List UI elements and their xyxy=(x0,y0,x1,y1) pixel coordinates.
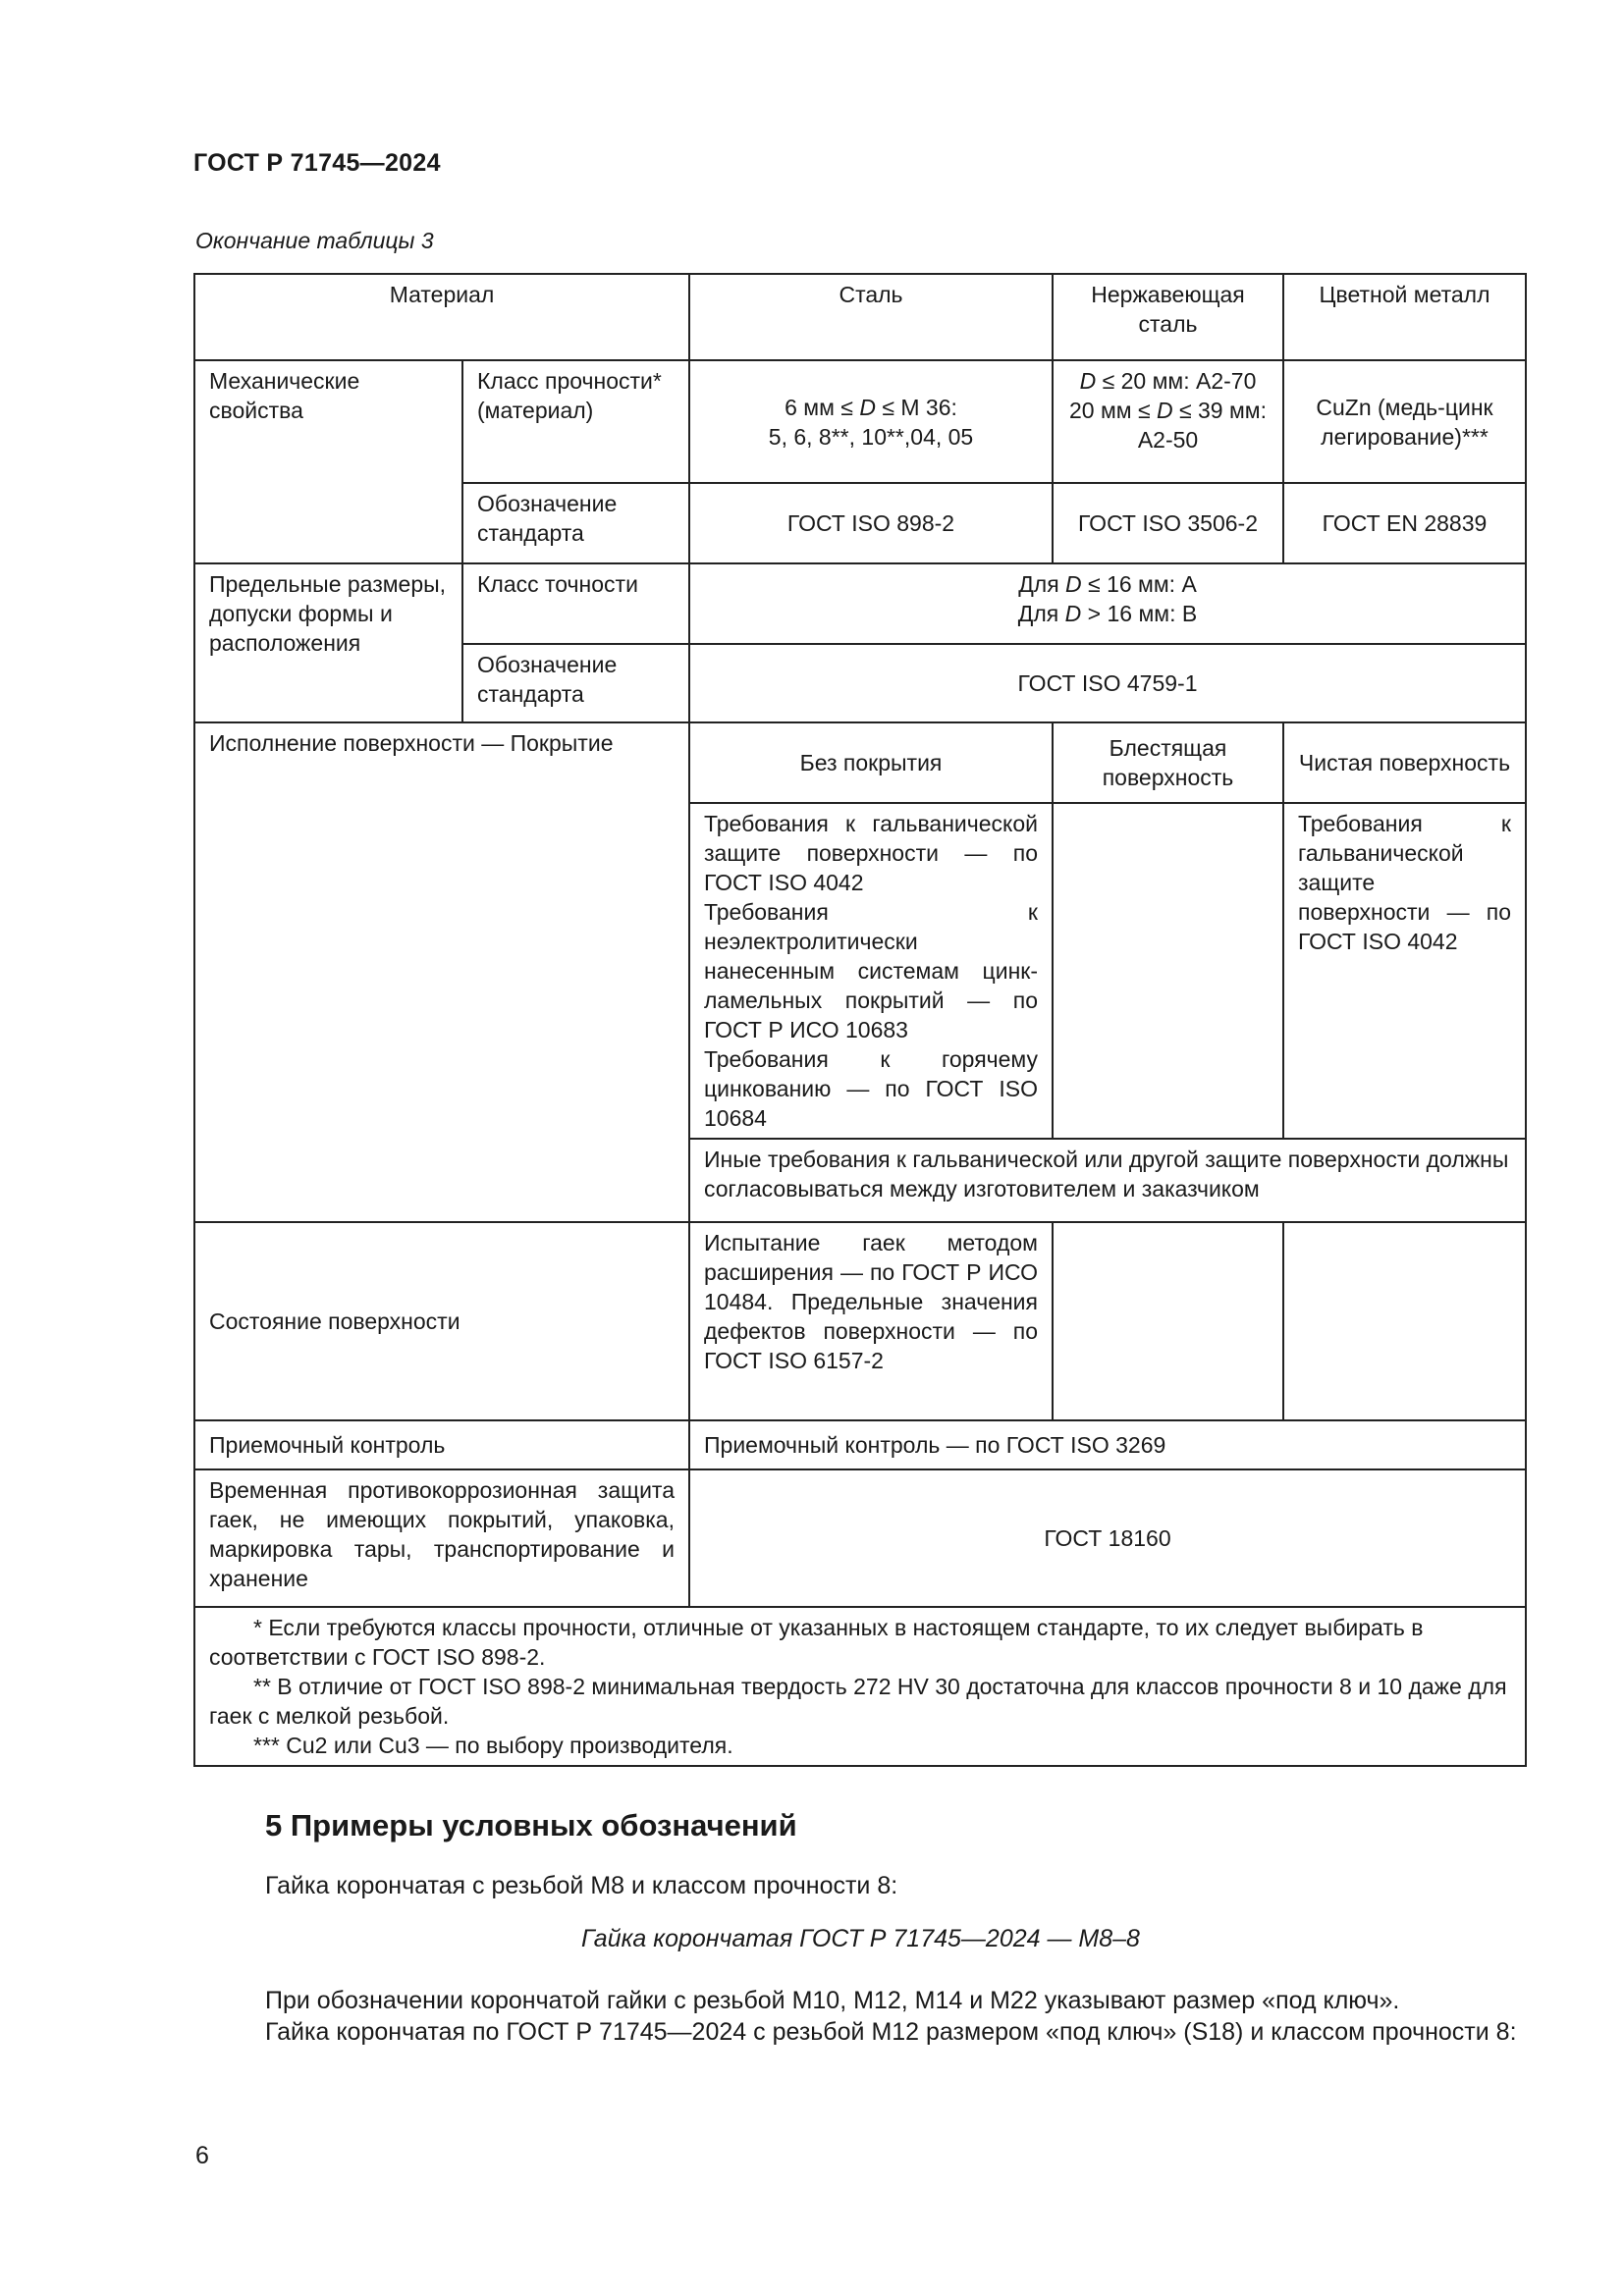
surface-state-steel: Испытание гаек методом расширения — по ГОСТ Р ИСО 10484. Предельные значения дефектов поверхности — по ГОСТ ISO 6157-2 xyxy=(689,1222,1053,1420)
tol-l2var: D xyxy=(1064,601,1082,626)
tolerance-std-value: ГОСТ ISO 4759-1 xyxy=(689,644,1526,722)
tol-l2a: Для xyxy=(1017,601,1065,626)
mech-stainless-l1b: ≤ 20 мм: А2-70 xyxy=(1096,368,1257,394)
designation-example: Гайка корончатая ГОСТ Р 71745—2024 — М8–8 xyxy=(581,1925,1140,1952)
surface-state-stainless xyxy=(1053,1222,1283,1420)
mech-stainless-l2a: 20 мм ≤ xyxy=(1068,398,1157,423)
section-title: 5 Примеры условных обозначений xyxy=(265,1808,797,1842)
mech-stainless-l2var: D xyxy=(1156,398,1173,423)
acceptance-row xyxy=(194,1420,1526,1469)
tol-l1a: Для xyxy=(1018,571,1066,597)
tolerance-label: Предельные размеры, допуски формы и расположения xyxy=(194,563,462,722)
document-header: ГОСТ Р 71745—2024 xyxy=(193,149,441,177)
mech-stainless-l1var: D xyxy=(1079,368,1097,394)
tol-l2b: > 16 мм: В xyxy=(1081,601,1198,626)
mech-steel-l1b: ≤ М 36: xyxy=(875,394,957,420)
tolerance-accuracy-label: Класс точности xyxy=(462,563,689,644)
finish-steel-req-2: Требования к неэлектролитически нанесенным системам цинк-ламельных покрытий — по ГОСТ Р ИСО 10683 xyxy=(704,899,1038,1042)
finish-nonferrous-req: Требования к гальванической защите поверхности — по ГОСТ ISO 4042 xyxy=(1283,803,1526,1139)
section-paragraph-2: При обозначении корончатой гайки с резьбой М10, М12, М14 и М22 указывают размер «под ключ». xyxy=(265,1987,1400,2014)
finish-other-req: Иные требования к гальванической или другой защите поверхности должны согласовываться между изготовителем и заказчиком xyxy=(689,1139,1526,1222)
finish-steel-req-3: Требования к горячему цинкованию — по ГОСТ ISO 10684 xyxy=(704,1046,1038,1131)
tolerance-accuracy-value xyxy=(689,563,1526,644)
mech-steel-l1a: 6 мм ≤ xyxy=(785,394,860,420)
finish-stainless-req xyxy=(1053,803,1283,1139)
page-number: 6 xyxy=(195,2142,209,2169)
acceptance-value: Приемочный контроль — по ГОСТ ISO 3269 xyxy=(689,1420,1526,1469)
note-2: ** В отличие от ГОСТ ISO 898-2 минимальная твердость 272 HV 30 достаточна для классов прочности 8 и 10 даже для гаек с мелкой резьбой. xyxy=(209,1674,1507,1729)
mech-steel-cell xyxy=(689,360,1053,483)
properties-table xyxy=(193,273,1527,1767)
header-material: Материал xyxy=(194,274,689,360)
table-notes xyxy=(194,1607,1526,1766)
mech-std-steel: ГОСТ ISO 898-2 xyxy=(689,483,1053,563)
tol-l1b: ≤ 16 мм: А xyxy=(1081,571,1197,597)
table-header-row xyxy=(194,274,1526,360)
mech-std-label: Обозначение стандарта xyxy=(462,483,689,563)
mech-std-stainless: ГОСТ ISO 3506-2 xyxy=(1053,483,1283,563)
protection-label: Временная противокоррозионная защита гаек, не имеющих покрытий, упаковка, маркировка тары, транспортирование и хранение xyxy=(194,1469,689,1607)
header-steel: Сталь xyxy=(689,274,1053,360)
protection-row xyxy=(194,1469,1526,1607)
finish-steel-head: Без покрытия xyxy=(689,722,1053,803)
surface-state-nonferrous xyxy=(1283,1222,1526,1420)
mech-class-label: Класс прочности* (материал) xyxy=(462,360,689,483)
section-paragraph-1: Гайка корончатая с резьбой М8 и классом прочности 8: xyxy=(265,1872,898,1899)
surface-finish-label: Исполнение поверхности — Покрытие xyxy=(194,722,689,1222)
finish-stainless-head: Блестящая поверхность xyxy=(1053,722,1283,803)
mech-stainless-l2b: ≤ 39 мм: xyxy=(1172,398,1268,423)
protection-value: ГОСТ 18160 xyxy=(689,1469,1526,1607)
mech-stainless-cell xyxy=(1053,360,1283,483)
tol-l1var: D xyxy=(1065,571,1082,597)
section-paragraph-3: Гайка корончатая по ГОСТ Р 71745—2024 с резьбой М12 размером «под ключ» (S18) и классом прочности 8: xyxy=(265,2018,1517,2046)
acceptance-label: Приемочный контроль xyxy=(194,1420,689,1469)
finish-steel-req-1: Требования к гальванической защите поверхности — по ГОСТ ISO 4042 xyxy=(704,811,1038,895)
header-nonferrous: Цветной металл xyxy=(1283,274,1526,360)
mech-steel-l2: 5, 6, 8**, 10**,04, 05 xyxy=(768,423,974,450)
note-3: *** Cu2 или Cu3 — по выбору производителя. xyxy=(253,1733,733,1758)
note-1: * Если требуются классы прочности, отличные от указанных в настоящем стандарте, то их следует выбирать в соответствии с ГОСТ ISO 898-2. xyxy=(209,1615,1424,1670)
surface-state-label: Состояние поверхности xyxy=(194,1222,689,1420)
mech-stainless-l3: А2-50 xyxy=(1137,427,1199,453)
mech-std-nonferrous: ГОСТ EN 28839 xyxy=(1283,483,1526,563)
header-stainless: Нержавеющая сталь xyxy=(1053,274,1283,360)
tolerance-std-label: Обозначение стандарта xyxy=(462,644,689,722)
mech-class-row xyxy=(194,360,1526,483)
finish-steel-req xyxy=(689,803,1053,1139)
surface-state-row xyxy=(194,1222,1526,1420)
notes-row xyxy=(194,1607,1526,1766)
table-caption: Окончание таблицы 3 xyxy=(195,228,434,253)
tolerance-accuracy-row xyxy=(194,563,1526,644)
surface-finish-head-row xyxy=(194,722,1526,803)
finish-nonferrous-head: Чистая поверхность xyxy=(1283,722,1526,803)
mech-label: Механические свойства xyxy=(194,360,462,563)
mech-nonferrous-cell: CuZn (медь-цинк легирование)*** xyxy=(1283,360,1526,483)
mech-steel-l1var: D xyxy=(859,394,876,420)
